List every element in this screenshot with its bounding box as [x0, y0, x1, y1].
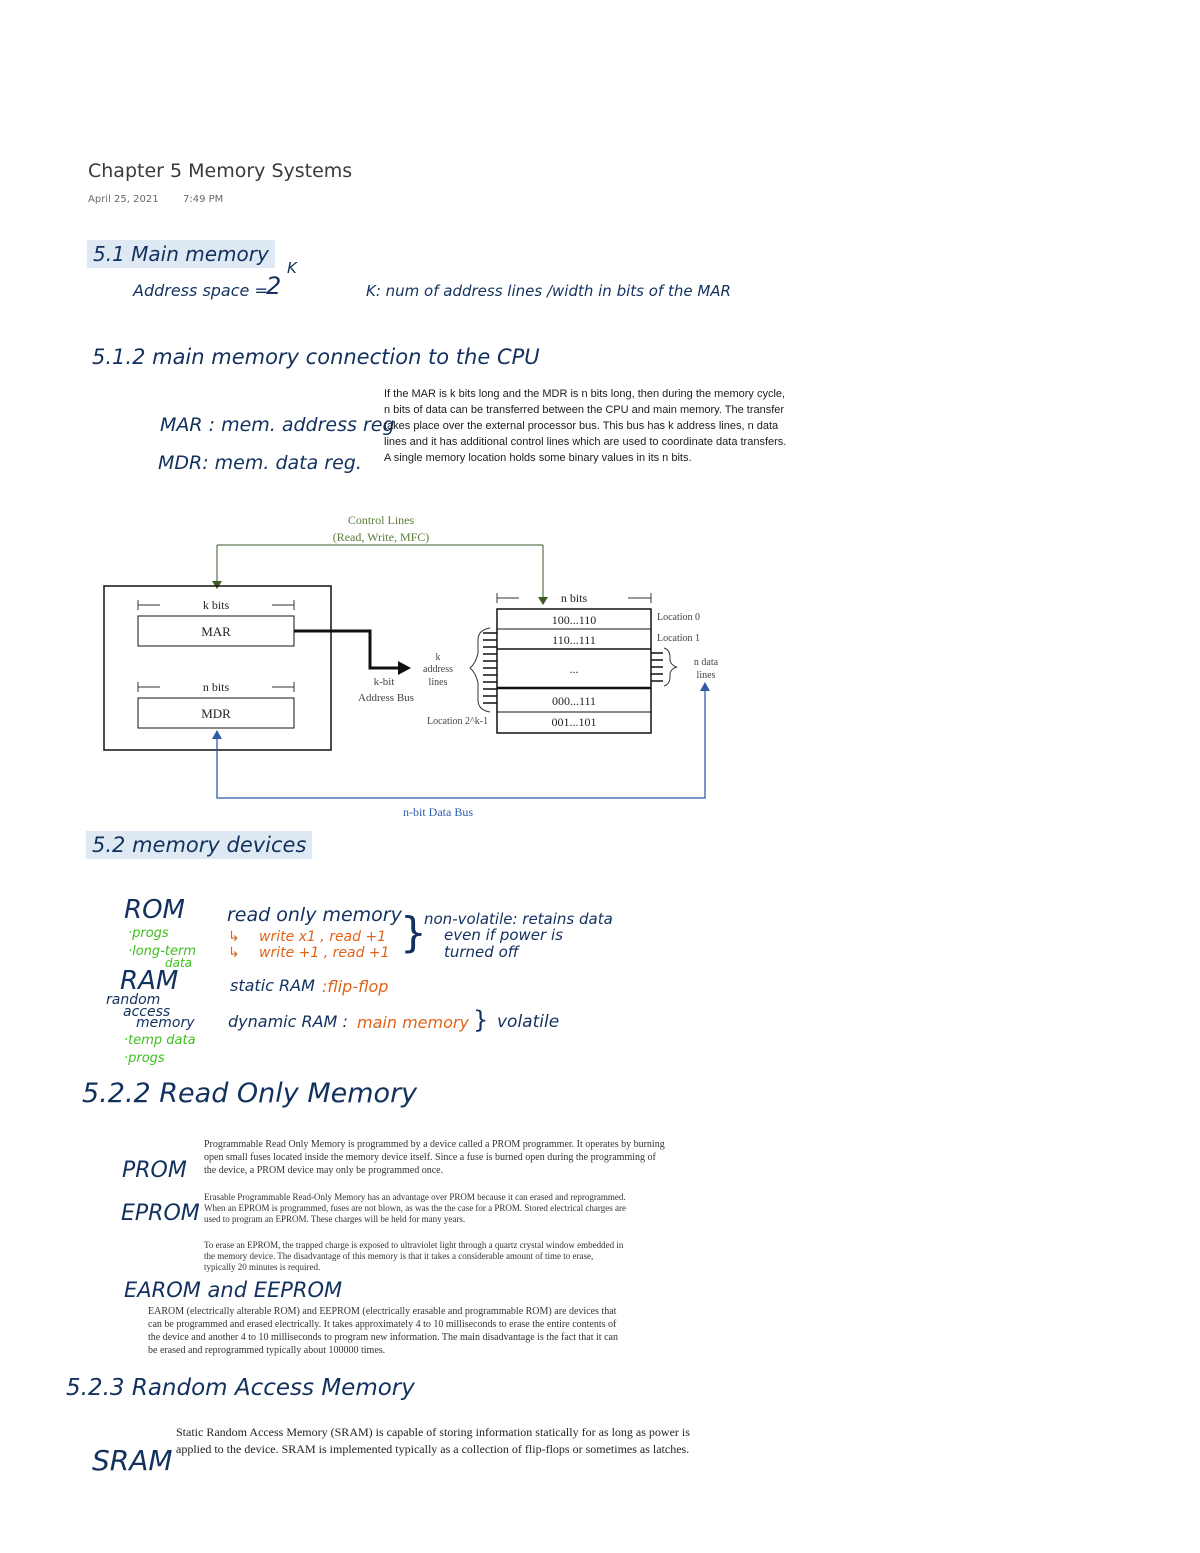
earom-eeprom-label: EAROM and EEPROM — [124, 1278, 343, 1302]
control-lines-sub: (Read, Write, MFC) — [332, 530, 430, 544]
ram-temp-data: ·temp data — [124, 1033, 196, 1048]
ram-label: RAM — [120, 966, 179, 996]
k-address-lines-2: address — [423, 664, 453, 675]
data-bus-label: n-bit Data Bus — [403, 805, 473, 819]
page-date: April 25, 2021 — [88, 194, 159, 205]
rom-label: ROM — [124, 895, 185, 925]
eprom-text-2: To erase an EPROM, the trapped charge is exposed to ultraviolet light through a quartz crystal window embedded in the memory device. The disadvantage of this memory is that it takes a considerable amount of time to erase, typically 20 minutes is required. — [204, 1240, 624, 1272]
volatile-brace: } — [473, 1006, 489, 1034]
earom-text: EAROM (electrically alterable ROM) and EEPROM (electrically erasable and programmable ROM) are devices that can be programmed and erased electrically. It takes approximately 4 to 10 milliseconds to erase the entire contents of the device and another 4 to 10 milliseconds to program new information. The main disadvantage is the fact that it can be erased and reprogrammed typically about 100000 times. — [148, 1306, 618, 1356]
section-5-2-3-heading: 5.2.3 Random Access Memory — [66, 1375, 415, 1401]
formula-exponent: K — [287, 259, 297, 277]
nonvolatile-brace: } — [400, 908, 427, 957]
n-data-lines-2: lines — [696, 670, 716, 681]
n-bits-cpu-label: n bits — [202, 680, 230, 694]
nonvolatile-line-3: turned off — [444, 943, 519, 961]
section-5-1-2-heading: 5.1.2 main memory connection to the CPU — [92, 345, 540, 369]
rom-progs: ·progs — [128, 926, 169, 941]
k-address-lines-3: lines — [428, 677, 448, 688]
static-ram-label: static RAM — [230, 976, 315, 995]
control-lines-label: Control Lines — [347, 513, 415, 527]
mar-note: MAR : mem. address reg — [160, 414, 395, 436]
prom-label: PROM — [122, 1158, 187, 1183]
sram-label: SRAM — [92, 1444, 173, 1477]
main-memory-label: main memory — [357, 1013, 469, 1032]
n-bits-mem-label: n bits — [560, 591, 588, 605]
eprom-text: Erasable Programmable Read-Only Memory has an advantage over PROM because it can erased and reprogrammed. When an EPROM is programmed, fuses are not blown, as was the the case for a PROM. Stored electrical charges are used to program an EPROM. These charges will be held for many years. — [204, 1192, 626, 1224]
section-5-2-2-heading: 5.2.2 Read Only Memory — [82, 1078, 418, 1109]
rom-arrow-2: ↳ — [228, 945, 240, 961]
section-5-2-heading: 5.2 memory devices — [86, 831, 312, 859]
mdr-note: MDR: mem. data reg. — [158, 452, 362, 474]
address-space-label: Address space = — [133, 281, 268, 300]
location-1-label: Location 1 — [657, 633, 701, 644]
mem-row-2: 110...111 — [552, 633, 596, 647]
rom-write-x: write x1 , read +1 — [259, 929, 387, 945]
eprom-label: EPROM — [121, 1201, 200, 1226]
ram-access: access — [123, 1004, 171, 1020]
volatile-label: volatile — [497, 1012, 560, 1032]
rom-data: data — [165, 956, 193, 970]
k-address-lines-1: k — [435, 652, 441, 663]
location-last-label: Location 2^k-1 — [427, 716, 489, 727]
page-time: 7:49 PM — [183, 194, 224, 205]
n-data-lines-1: n data — [693, 657, 719, 668]
k-bits-label: k bits — [202, 598, 230, 612]
sram-text: Static Random Access Memory (SRAM) is capable of storing information statically for as long as power is applied to the device. SRAM is implemented typically as a collection of flip-flops or sometimes as latches. — [176, 1425, 690, 1456]
mar-mdr-paragraph: If the MAR is k bits long and the MDR is n bits long, then during the memory cycle, n bits of data can be transferred between the CPU and main memory. The transfer takes place over the external processor bus. This bus has k address lines, n data lines and it has additional control lines which are used to coordinate data transfers. A single memory location holds some binary values in its n bits. — [384, 388, 787, 464]
rom-long-term: ·long-term — [128, 944, 196, 959]
ram-random: random — [106, 992, 161, 1008]
rom-arrow-1: ↳ — [228, 929, 240, 945]
dynamic-ram-label: dynamic RAM : — [228, 1012, 348, 1031]
rom-write-1: write +1 , read +1 — [259, 945, 390, 961]
mdr-register-label: MDR — [201, 706, 231, 721]
nonvolatile-line-2: even if power is — [444, 926, 563, 944]
address-bus-k-bit: k-bit — [373, 676, 395, 688]
formula-base: 2 — [266, 272, 282, 300]
formula-note: K: num of address lines /width in bits of the MAR — [366, 282, 731, 300]
section-5-1-heading: 5.1 Main memory — [87, 240, 275, 268]
mem-row-1: 100...110 — [551, 613, 597, 627]
mem-row-dots: ... — [569, 662, 579, 676]
nonvolatile-line-1: non-volatile: retains data — [424, 910, 613, 928]
rom-definition: read only memory — [227, 904, 402, 926]
flip-flop-label: :flip-flop — [322, 977, 389, 996]
mar-register-label: MAR — [201, 624, 231, 639]
ram-progs: ·progs — [124, 1051, 165, 1066]
prom-text: Programmable Read Only Memory is programmed by a device called a PROM programmer. It operates by burning open small fuses located inside the memory device itself. Since a fuse is burned open during the programming of the device, a PROM device may only be programmed once. — [204, 1139, 665, 1176]
mem-row-4: 001...101 — [551, 715, 597, 729]
page-title: Chapter 5 Memory Systems — [88, 160, 353, 182]
ram-memory: memory — [136, 1015, 195, 1031]
location-0-label: Location 0 — [657, 612, 701, 623]
memory-connection-diagram — [0, 505, 800, 825]
mem-row-3: 000...111 — [551, 694, 597, 708]
address-bus-label: Address Bus — [358, 692, 414, 704]
